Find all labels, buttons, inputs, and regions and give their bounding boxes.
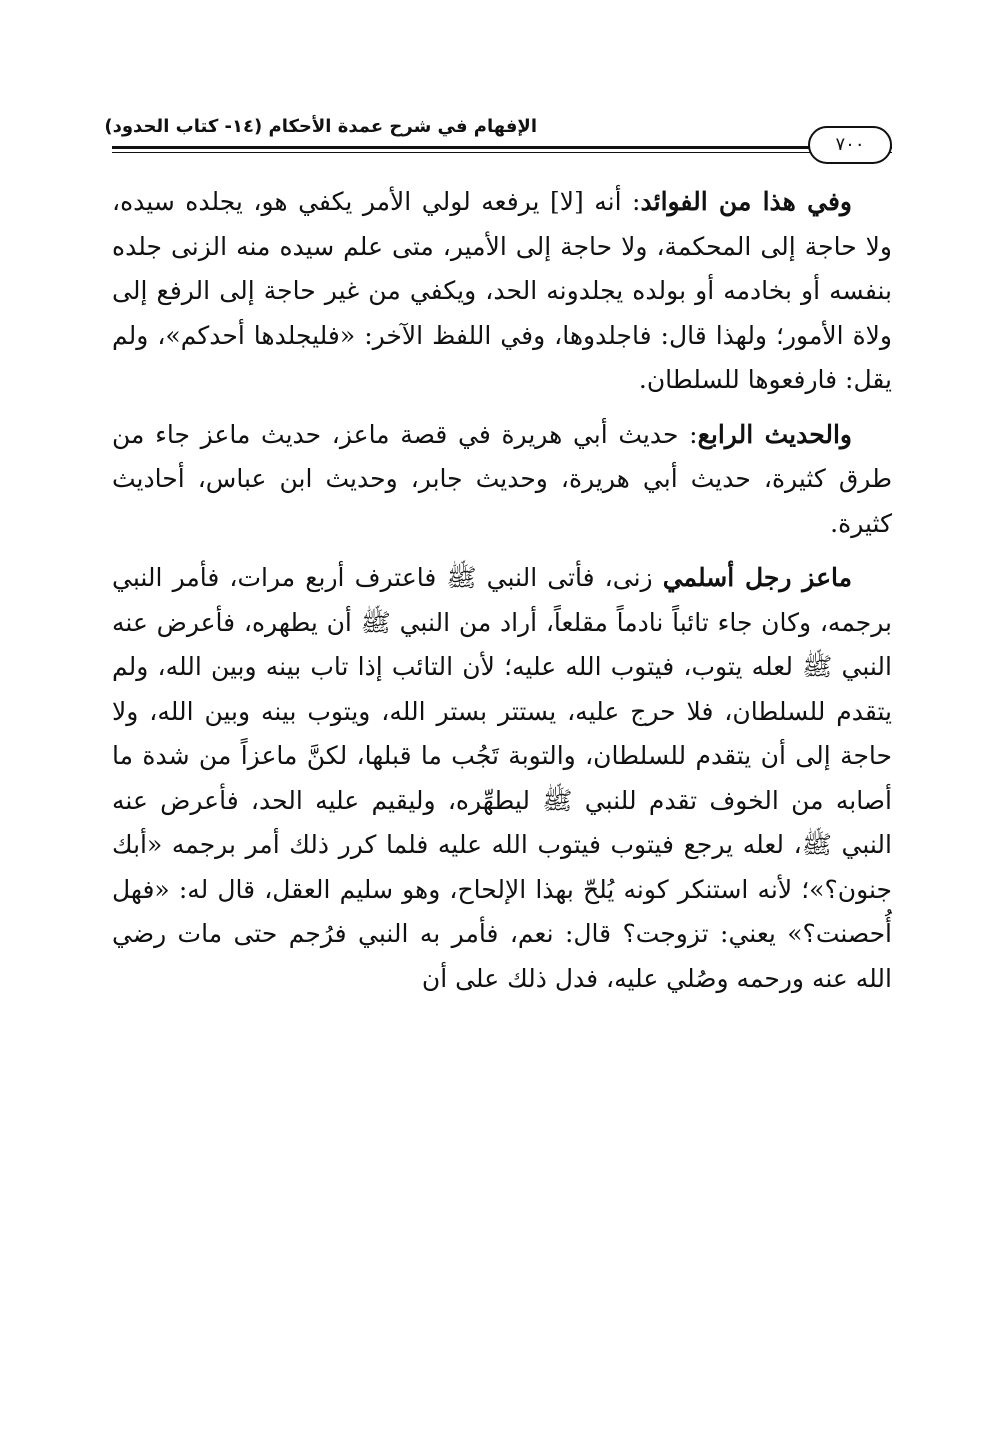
paragraph-lead: والحديث الرابع [697, 419, 852, 449]
page-number: ٧٠٠ [808, 126, 892, 164]
paragraph-maiz [112, 556, 892, 1001]
paragraph-lead: وفي هذا من الفوائد [640, 187, 852, 216]
paragraph-text: : أنه [لا] يرفعه لولي الأمر يكفي هو، يجلده سيده، ولا حاجة إلى المحكمة، ولا حاجة إلى الأمير، متى علم سيده منه الزنى جلده بنفسه أو بخادمه أو بولده يجلدونه الحد، ويكفي من غير حاجة إلى الرفع إلى ولاة الأمور؛ ولهذا قال: فاجلدوها، وفي اللفظ الآخر: «فليجلدها أحدكم»، ولم يقل: فارفعوها للسلطان. [112, 187, 892, 394]
paragraph-lead: ماعز رجل أسلمي [662, 563, 852, 592]
header-rule-thin [112, 152, 892, 153]
paragraph-text: زنى، فأتى النبي ﷺ فاعترف أربع مرات، فأمر النبي برجمه، وكان جاء تائباً نادماً مقلعاً، أراد من النبي ﷺ أن يطهره، فأعرض عنه النبي ﷺ لعله يتوب، فيتوب الله عليه؛ لأن التائب إذا تاب بينه وبين الله، ولم يتقدم للسلطان، فلا حرج عليه، يستتر بستر الله، ويتوب بينه وبين الله، ولا حاجة إلى أن يتقدم للسلطان، والتوبة تَجُب ما قبلها، لكنَّ ماعزاً من شدة ما أصابه من الخوف تقدم للنبي ﷺ ليطهِّره، وليقيم عليه الحد، فأعرض عنه النبي ﷺ، لعله يرجع فيتوب فيتوب الله عليه فلما كرر ذلك أمر برجمه «أبك جنون؟»؛ لأنه استنكر كونه يُلحّ بهذا الإلحاح، وهو سليم العقل، قال له: «فهل أُحصنت؟» يعني: تزوجت؟ قال: نعم، فأمر به النبي فرُجم حتى مات رضي الله عنه ورحمه وصُلي عليه، فدل ذلك على أن [112, 563, 892, 993]
paragraph-benefits [112, 180, 892, 403]
paragraph-text: : حديث أبي هريرة في قصة ماعز، حديث ماعز جاء من طرق كثيرة، حديث أبي هريرة، وحديث جابر، وحديث ابن عباس، أحاديث كثيرة. [112, 419, 892, 538]
page-header [104, 112, 892, 172]
header-rule-thick [112, 146, 892, 149]
page-body [112, 180, 892, 1011]
running-title: الإفهام في شرح عمدة الأحكام (١٤- كتاب الحدود) [104, 116, 537, 137]
paragraph-fourth-hadith [112, 413, 892, 547]
